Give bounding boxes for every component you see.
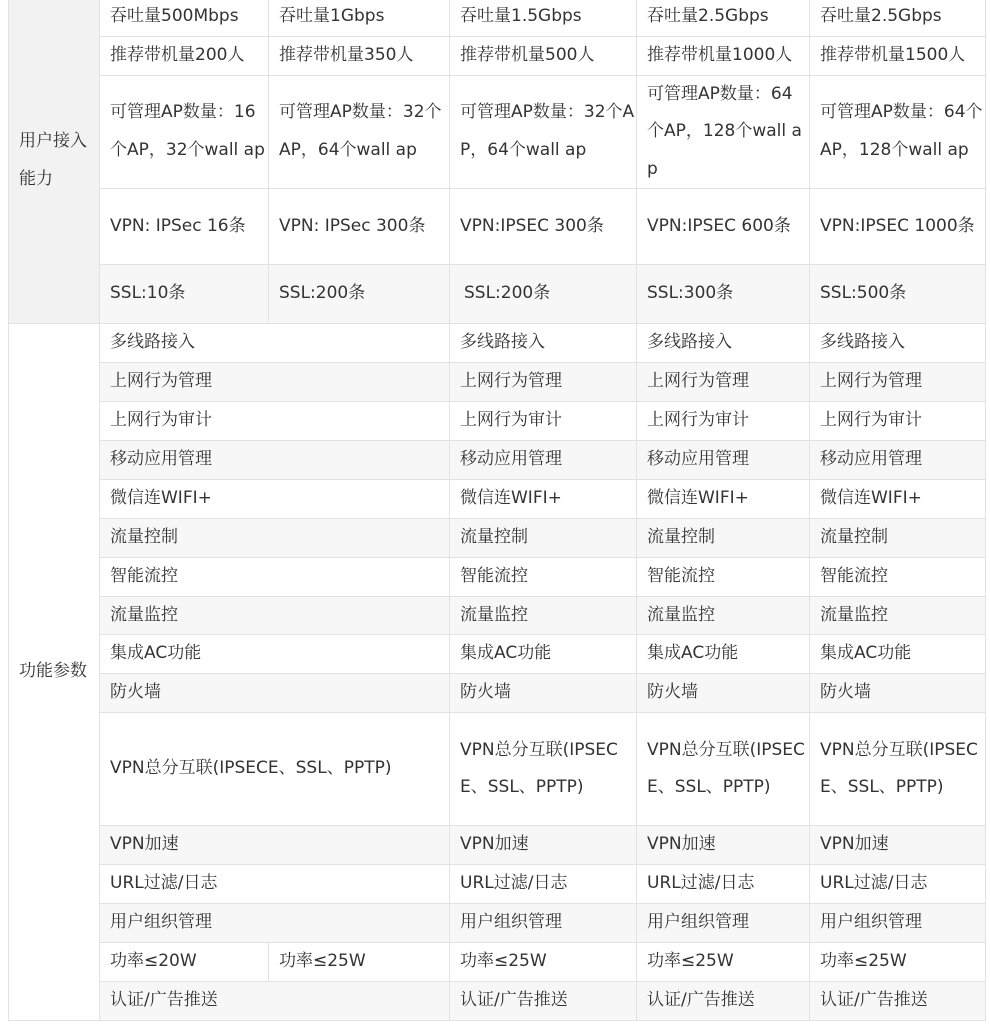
table-cell: 吞吐量1Gbps	[269, 0, 450, 37]
table-cell: 防火墙	[810, 674, 986, 713]
table-cell: 功率≤25W	[450, 942, 637, 981]
table-cell: VPN加速	[450, 826, 637, 865]
table-cell: 认证/广告推送	[637, 981, 810, 1020]
table-cell: 微信连WIFI+	[450, 480, 637, 519]
table-cell: 吞吐量2.5Gbps	[637, 0, 810, 37]
table-cell: 推荐带机量1500人	[810, 37, 986, 76]
table-cell: SSL:500条	[810, 265, 986, 324]
table-cell: VPN:IPSEC 300条	[450, 189, 637, 265]
table-cell: VPN总分互联(IPSECE、SSL、PPTP)	[637, 713, 810, 826]
table-row	[9, 674, 986, 713]
table-cell: 上网行为管理	[100, 363, 450, 402]
table-cell: VPN:IPSEC 1000条	[810, 189, 986, 265]
table-cell: 流量控制	[810, 519, 986, 558]
table-cell: 吞吐量2.5Gbps	[810, 0, 986, 37]
table-cell: VPN总分互联(IPSECE、SSL、PPTP)	[810, 713, 986, 826]
table-cell: 多线路接入	[637, 324, 810, 363]
table-cell: SSL:200条	[450, 265, 637, 324]
table-cell: URL过滤/日志	[450, 864, 637, 903]
table-row	[9, 635, 986, 674]
table-cell: 流量控制	[450, 519, 637, 558]
table-cell: 上网行为审计	[450, 402, 637, 441]
table-cell: 防火墙	[100, 674, 450, 713]
table-row	[9, 480, 986, 519]
table-cell: 流量控制	[100, 519, 450, 558]
table-cell: 用户组织管理	[100, 903, 450, 942]
table-cell: VPN总分互联(IPSECE、SSL、PPTP)	[450, 713, 637, 826]
table-cell: 移动应用管理	[450, 441, 637, 480]
table-row	[9, 903, 986, 942]
table-cell: 多线路接入	[450, 324, 637, 363]
table-row	[9, 596, 986, 635]
table-cell: 智能流控	[100, 558, 450, 597]
table-row	[9, 826, 986, 865]
table-row	[9, 942, 986, 981]
table-row	[9, 558, 986, 597]
table-cell: 功率≤25W	[810, 942, 986, 981]
table-cell: 功率≤25W	[269, 942, 450, 981]
spec-table	[8, 0, 986, 1021]
table-row	[9, 519, 986, 558]
table-cell: 微信连WIFI+	[810, 480, 986, 519]
table-cell: VPN加速	[810, 826, 986, 865]
table-cell: 推荐带机量1000人	[637, 37, 810, 76]
table-cell: 推荐带机量200人	[100, 37, 269, 76]
table-cell: VPN加速	[100, 826, 450, 865]
table-cell: 智能流控	[450, 558, 637, 597]
table-cell: 吞吐量500Mbps	[100, 0, 269, 37]
table-cell: VPN加速	[637, 826, 810, 865]
table-cell: VPN总分互联(IPSECE、SSL、PPTP)	[100, 713, 450, 826]
table-row	[9, 402, 986, 441]
table-cell: 功率≤25W	[637, 942, 810, 981]
table-cell: VPN: IPSec 300条	[269, 189, 450, 265]
table-cell: 上网行为审计	[637, 402, 810, 441]
table-row	[9, 441, 986, 480]
table-cell: 集成AC功能	[810, 635, 986, 674]
table-row	[9, 363, 986, 402]
table-row	[9, 864, 986, 903]
table-row	[9, 0, 986, 37]
table-cell: 推荐带机量350人	[269, 37, 450, 76]
table-cell: 用户组织管理	[810, 903, 986, 942]
table-cell: 可管理AP数量：64个AP，128个wall ap	[810, 75, 986, 189]
table-cell: 多线路接入	[810, 324, 986, 363]
table-cell: 流量监控	[810, 596, 986, 635]
table-cell: 上网行为审计	[810, 402, 986, 441]
table-row	[9, 981, 986, 1020]
table-row	[9, 75, 986, 189]
table-cell: 可管理AP数量：64个AP，128个wall ap	[637, 75, 810, 189]
table-cell: 流量监控	[637, 596, 810, 635]
table-cell: 可管理AP数量：32个AP，64个wall ap	[450, 75, 637, 189]
table-cell: 流量监控	[450, 596, 637, 635]
table-row	[9, 324, 986, 363]
table-cell: 移动应用管理	[100, 441, 450, 480]
table-row	[9, 265, 986, 324]
table-cell: 智能流控	[810, 558, 986, 597]
table-cell: 认证/广告推送	[450, 981, 637, 1020]
table-cell: 移动应用管理	[810, 441, 986, 480]
table-cell: 上网行为审计	[100, 402, 450, 441]
table-cell: SSL:10条	[100, 265, 269, 324]
table-cell: 用户组织管理	[637, 903, 810, 942]
table-row	[9, 189, 986, 265]
table-cell: 认证/广告推送	[810, 981, 986, 1020]
table-cell: 防火墙	[450, 674, 637, 713]
table-cell: 功率≤20W	[100, 942, 269, 981]
table-row	[9, 37, 986, 76]
table-cell: VPN: IPSec 16条	[100, 189, 269, 265]
table-cell: URL过滤/日志	[100, 864, 450, 903]
table-cell: 流量监控	[100, 596, 450, 635]
table-cell: 认证/广告推送	[100, 981, 450, 1020]
table-cell: 推荐带机量500人	[450, 37, 637, 76]
table-cell: SSL:300条	[637, 265, 810, 324]
table-cell: 可管理AP数量：16个AP，32个wall ap	[100, 75, 269, 189]
table-cell: 用户组织管理	[450, 903, 637, 942]
table-cell: 多线路接入	[100, 324, 450, 363]
table-cell: VPN:IPSEC 600条	[637, 189, 810, 265]
table-row	[9, 713, 986, 826]
table-cell: 集成AC功能	[100, 635, 450, 674]
table-cell: 上网行为管理	[637, 363, 810, 402]
group-label-access: 用户接入能力	[9, 0, 100, 324]
table-cell: URL过滤/日志	[810, 864, 986, 903]
table-cell: 上网行为管理	[450, 363, 637, 402]
table-cell: 防火墙	[637, 674, 810, 713]
group-label-features: 功能参数	[9, 324, 100, 1021]
table-cell: 流量控制	[637, 519, 810, 558]
table-cell: 微信连WIFI+	[100, 480, 450, 519]
table-cell: SSL:200条	[269, 265, 450, 324]
table-cell: 集成AC功能	[637, 635, 810, 674]
table-cell: 移动应用管理	[637, 441, 810, 480]
table-cell: URL过滤/日志	[637, 864, 810, 903]
table-cell: 集成AC功能	[450, 635, 637, 674]
table-cell: 微信连WIFI+	[637, 480, 810, 519]
table-cell: 可管理AP数量：32个AP，64个wall ap	[269, 75, 450, 189]
table-cell: 上网行为管理	[810, 363, 986, 402]
table-cell: 智能流控	[637, 558, 810, 597]
table-cell: 吞吐量1.5Gbps	[450, 0, 637, 37]
